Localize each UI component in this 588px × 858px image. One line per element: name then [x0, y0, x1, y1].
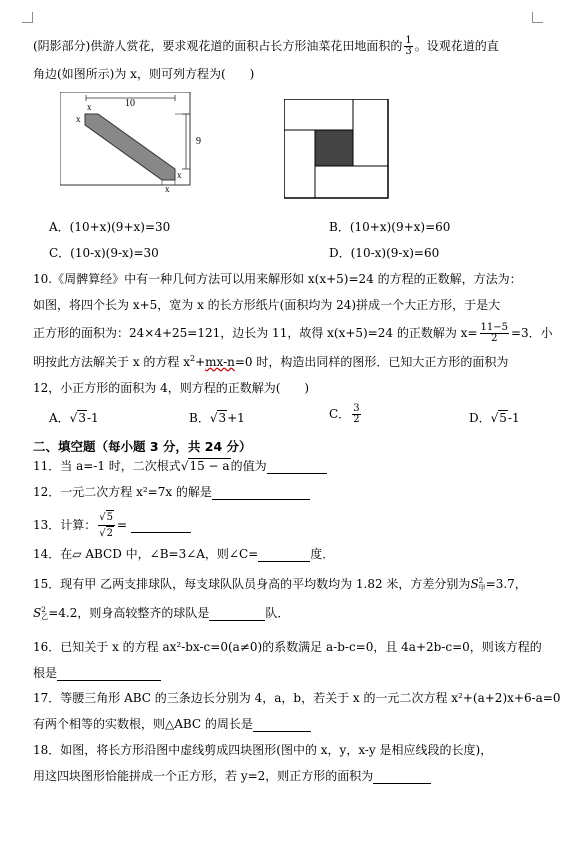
q13-num-radicand: 5 — [106, 512, 114, 523]
q18-text: 用这四块图形恰能拼成一个正方形，若 y=2，则正方形的面积为 — [33, 769, 374, 783]
q15-answer-blank[interactable] — [209, 606, 265, 621]
q10-option-c — [329, 404, 363, 425]
q10-line4-underlined: mx-n — [205, 355, 235, 369]
crop-mark-top-left — [22, 12, 33, 23]
figure1-label-x-left: x — [76, 114, 81, 124]
q16-line-1: 16．已知关于 x 的方程 ax²-bx-c=0(a≠0)的系数满足 a-b-c=0，且 4a+2b-c=0，则该方程的 — [33, 640, 542, 654]
q14-answer-blank[interactable] — [258, 547, 310, 562]
q18-line-1: 18．如图，将长方形沿图中虚线剪成四块图形(图中的 x，y，x-y 是相应线段的长度)， — [33, 743, 493, 757]
q10-option-c-fraction — [352, 404, 360, 425]
q17-text: 有两个相等的实数根，则△ABC 的周长是 — [33, 717, 253, 731]
intro-line-1 — [33, 36, 499, 57]
q10-option-c-label: C． — [329, 407, 351, 421]
q10-option-a-radicand: 3 — [78, 411, 86, 425]
q10-option-a: A．√3-1 — [49, 411, 99, 425]
q10-line-4: 明按此方法解关于 x 的方程 $x^2+mx-n=0$ 时，构造出同样的图形．已知大正方形的面积为 — [33, 354, 509, 369]
q11-answer-blank[interactable] — [267, 459, 327, 474]
figure1-label-x-top: x — [87, 102, 92, 112]
q10-option-b-label: B． — [189, 411, 210, 425]
q10-line4-text: 明按此方法解关于 x 的方程 x — [33, 355, 190, 369]
q11-text-b: 的值为 — [230, 459, 267, 473]
q13-answer-blank[interactable] — [131, 518, 191, 533]
q14 — [33, 546, 334, 562]
q13-num: √5 — [98, 510, 115, 526]
q13-eq: = — [117, 518, 128, 532]
q10-frac-den: 2 — [491, 333, 498, 344]
q10-line4-tail: =0 时，构造出同样的图形．已知大正方形的面积为 — [234, 355, 509, 369]
q15-line-1: 15．现有甲 乙两支排球队，每支球队队员身高的平均数均为 1.82 米，方差分别为S 2 甲 =3.7， — [33, 576, 527, 592]
frac-num: 1 — [405, 35, 412, 46]
q18-answer-blank[interactable] — [373, 769, 431, 784]
q10-option-d: D．√5-1 — [469, 411, 520, 425]
q10-fraction — [480, 323, 509, 344]
q15-eq-2: =4.2，则身高较整齐的球队是 — [48, 606, 210, 620]
q16-text: 根是 — [33, 666, 58, 680]
q13-text: 13．计算： — [33, 518, 97, 532]
intro-text-a: (阴影部分)供游人赏花，要求观花道的面积占长方形油菜花田地面积的 — [33, 39, 403, 53]
q10-option-c-den: 2 — [353, 414, 360, 425]
q15-text: 15．现有甲 乙两支排球队，每支球队队员身高的平均数均为 1.82 米，方差分别为 — [33, 577, 471, 591]
figure-square-puzzle — [284, 99, 390, 199]
q13 — [33, 510, 191, 541]
q14-text-b: 度． — [310, 547, 335, 561]
q9-option-c: C．(10-x)(9-x)=30 — [49, 246, 159, 260]
q10-option-c-num: 3 — [353, 403, 360, 414]
q15-tail: 队． — [265, 606, 290, 620]
q17-line-2 — [33, 716, 311, 732]
q13-den-radicand: 2 — [106, 528, 114, 539]
q18-line-2 — [33, 768, 431, 784]
q10-line-1: 10.《周髀算经》中有一种几何方法可以用来解形如 x(x+5)=24 的方程的正数解，方法为： — [33, 272, 522, 286]
q10-option-a-tail: -1 — [86, 411, 99, 425]
q13-den: √2 — [99, 528, 114, 539]
q10-option-b-radicand: 3 — [218, 411, 227, 425]
crop-mark-top-right — [532, 12, 543, 23]
q10-line-2: 如图，将四个长为 x+5，宽为 x 的长方形纸片(面积均为 24)拼成一个大正方形，于是大 — [33, 298, 501, 312]
q15-line-2: S 2 乙 =4.2，则身高较整齐的球队是 队． — [33, 605, 290, 621]
q15-eq-1: =3.7， — [485, 577, 527, 591]
figure1-label-9: 9 — [196, 136, 201, 147]
q12 — [33, 484, 310, 500]
fraction-one-third — [404, 36, 412, 57]
q12-answer-blank[interactable] — [212, 485, 310, 500]
figure1-label-x-right: x — [177, 170, 182, 180]
figure1-label-10: 10 — [125, 98, 135, 109]
q10-line3-tail: =3．小 — [510, 326, 553, 340]
q14-text-a: 14．在▱ ABCD 中，∠B=3∠A，则∠C= — [33, 547, 259, 561]
q17-answer-blank[interactable] — [253, 717, 311, 732]
q10-option-b-tail: +1 — [227, 411, 245, 425]
section-2-title: 二、填空题（每小题 3 分，共 24 分） — [33, 439, 252, 454]
figure-flower-path — [60, 92, 210, 192]
q15-sub-2: 乙 — [41, 612, 49, 621]
q12-text: 12．一元二次方程 x²=7x 的解是 — [33, 485, 212, 499]
q13-fraction — [98, 510, 115, 541]
q10-line-5: 12，小正方形的面积为 4，则方程的正数解为( ) — [33, 381, 310, 395]
q11-text-a: 11．当 a=-1 时，二次根式 — [33, 459, 181, 473]
q16-answer-blank[interactable] — [57, 666, 161, 681]
q9-option-d: D．(10-x)(9-x)=60 — [329, 246, 440, 260]
q10-option-b: B．√3+1 — [189, 411, 245, 425]
q10-line-3 — [33, 323, 553, 344]
q10-option-d-radicand: 5 — [499, 411, 507, 425]
q9-option-a: A．(10+x)(9+x)=30 — [49, 220, 171, 234]
q11-radicand: 15 − a — [189, 459, 230, 473]
q17-line-1: 17．等腰三角形 ABC 的三条边长分别为 4，a，b，若关于 x 的一元二次方程 x²+(a+2)x+6-a=0 — [33, 691, 561, 705]
frac-den: 3 — [405, 46, 412, 57]
q10-option-d-label: D． — [469, 411, 491, 425]
q9-option-b: B．(10+x)(9+x)=60 — [329, 220, 451, 234]
q10-option-a-label: A． — [49, 411, 70, 425]
q11: 11．当 a=-1 时，二次根式√15 − a的值为 — [33, 458, 327, 474]
q10-line4-plus: + — [195, 355, 206, 369]
q10-frac-num: 11−5 — [480, 322, 508, 333]
q10-option-d-tail: -1 — [507, 411, 520, 425]
intro-text-b: 。设观花道的直 — [414, 39, 499, 53]
q15-sub-1: 甲 — [478, 583, 486, 592]
figure1-label-x-bottom: x — [165, 184, 170, 192]
intro-line-2: 角边(如图所示)为 x，则可列方程为( ) — [33, 67, 255, 81]
q10-line3-text: 正方形的面积为：24×4+25=121，边长为 11，故得 x(x+5)=24 的正数解为 x= — [33, 326, 478, 340]
q16-line-2 — [33, 665, 161, 681]
